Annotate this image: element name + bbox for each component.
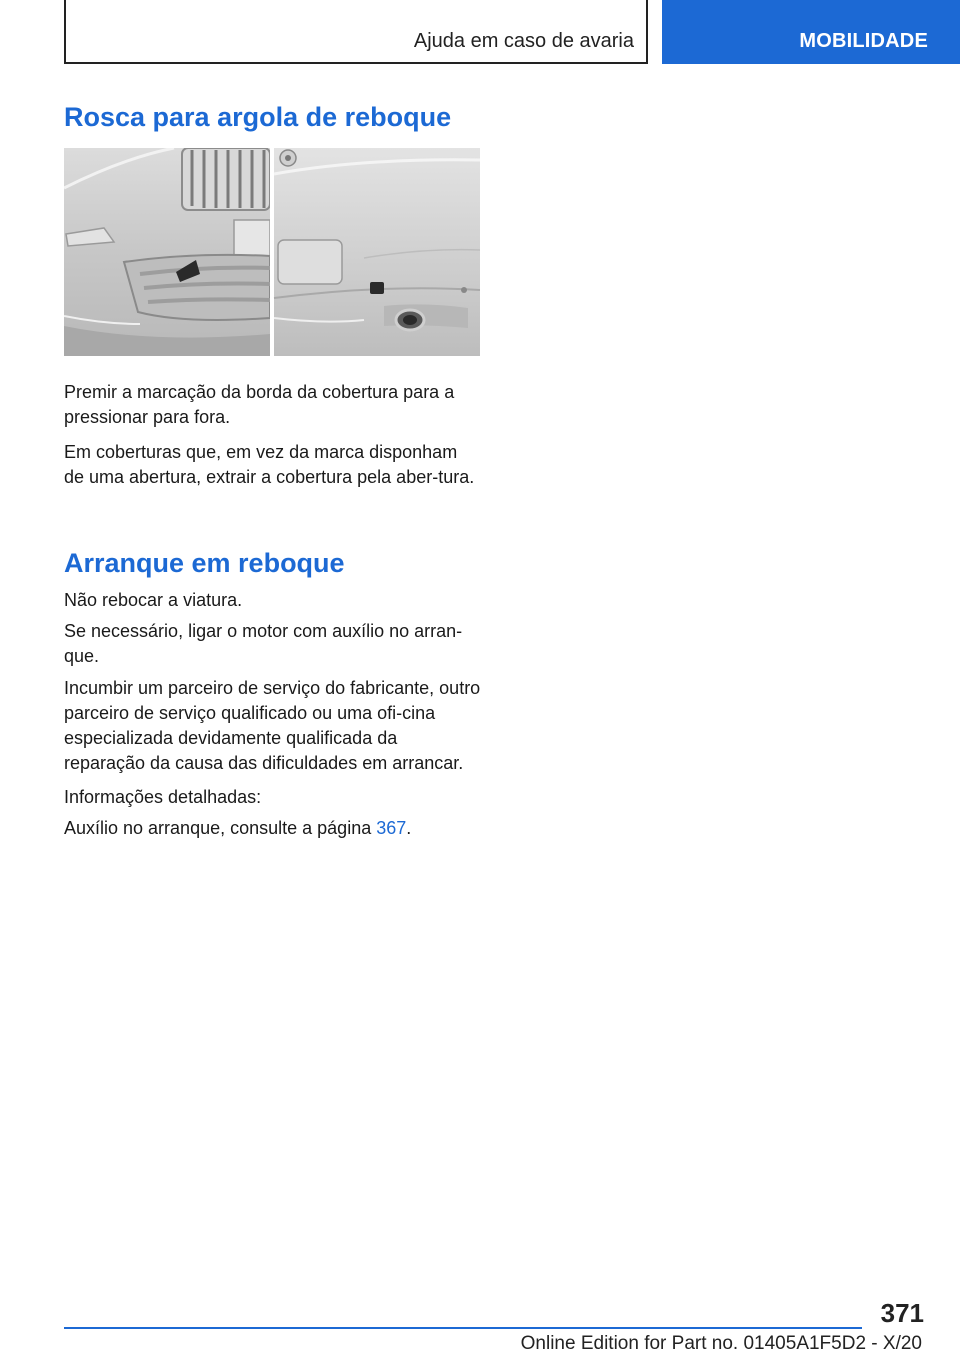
page-number: 371 (880, 1298, 924, 1328)
paragraph-jump-start: Se necessário, ligar o motor com auxílio no arran-que. (64, 621, 463, 666)
header-section-box (64, 0, 648, 64)
crossref-text: Auxílio no arranque, consulte a página (64, 818, 377, 838)
towing-eye-cover-illustration (64, 148, 480, 356)
header-chapter-tab[interactable] (662, 0, 960, 64)
paragraph-cover-opening: Em coberturas que, em vez da marca disponham de uma abertura, extrair a cobertura pela aber-tura. (64, 442, 475, 487)
header-chapter-label: MOBILIDADE (799, 30, 928, 52)
section-title-tow-start: Arranque em reboque (64, 548, 345, 578)
paragraph-details-label: Informações detalhadas: (64, 787, 262, 807)
footer-edition: Online Edition for Part no. 01405A1F5D2 - X/20 (520, 1333, 922, 1354)
crossref-page-link[interactable]: 367 (376, 818, 407, 838)
paragraph-do-not-tow: Não rebocar a viatura. (64, 590, 243, 610)
towing-eye-cover-figure (64, 148, 480, 356)
paragraph-cross-reference (64, 816, 482, 841)
crossref-end: . (406, 818, 412, 838)
header-section-title: Ajuda em caso de avaria (413, 30, 634, 52)
footer-divider (64, 1327, 862, 1329)
section-title-towing-thread: Rosca para argola de reboque (64, 102, 452, 132)
paragraph-press-marker: Premir a marcação da borda da cobertura para a pressionar para fora. (64, 382, 455, 427)
paragraph-service-partner: Incumbir um parceiro de serviço do fabricante, outro parceiro de serviço qualificado ou uma ofi-cina especializada devidamente qualificada da reparação da causa das dificuldades em arrancar. (64, 678, 481, 773)
